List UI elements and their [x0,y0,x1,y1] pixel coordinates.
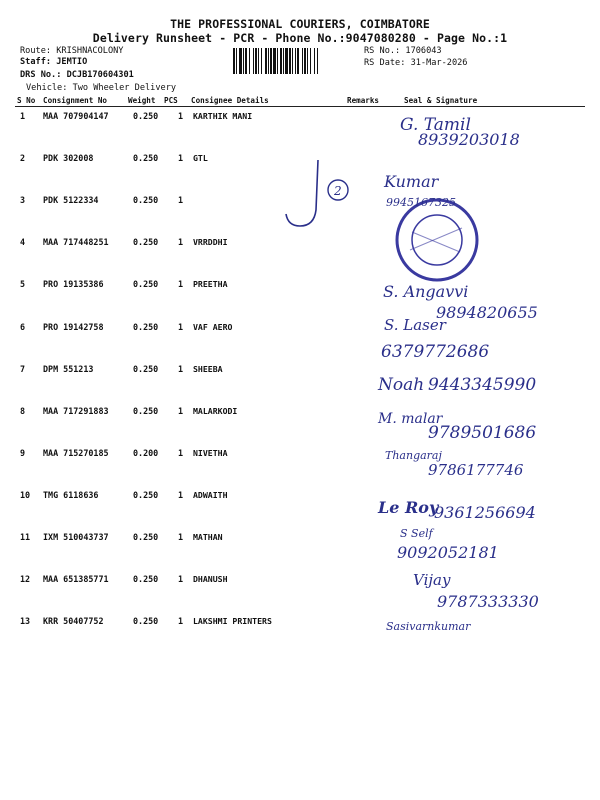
annotation-circle [328,180,348,200]
row-consignment: PDK 5122334 [43,195,99,205]
company-title: THE PROFESSIONAL COURIERS, COIMBATORE [170,17,430,31]
row-weight: 0.250 [133,406,159,416]
row-consignment: DPM 551213 [43,364,94,374]
signature-6: M. malar [378,411,443,427]
signature-8: Le Roy [378,498,439,517]
row-sno: 12 [20,574,31,584]
signature-phone-9: 9092052181 [397,543,499,562]
row-consignee: GTL [193,153,208,163]
row-sno: 4 [20,237,26,247]
row-consignment: MAA 715270185 [43,448,109,458]
signature-3: S. Angavvi [383,282,469,301]
row-sno: 3 [20,195,26,205]
row-consignee: MATHAN [193,532,223,542]
row-pcs: 1 [178,279,184,289]
rs-number: RS No.: 1706043 [364,46,442,56]
signature-11: Sasivarnkumar [386,620,471,633]
row-consignment: MAA 651385771 [43,574,109,584]
rs-date: RS Date: 31-Mar-2026 [364,58,468,68]
col-pcs: PCS [164,96,178,105]
signature-10: Vijay [413,571,451,589]
staff-label: Staff: JEMTIO [20,57,88,67]
col-remarks: Remarks [347,96,380,105]
barcode [233,48,357,74]
col-sno: S No [17,96,36,105]
row-consignment: MAA 707904147 [43,111,109,121]
signature-phone-5: 9443345990 [428,375,537,395]
signature-7: Thangaraj [385,449,442,462]
row-pcs: 1 [178,364,184,374]
annotation-circled-number: 2 [334,184,342,198]
row-consignment: PRO 19135386 [43,279,104,289]
row-consignee: DHANUSH [193,574,228,584]
route-label: Route: KRISHNACOLONY [20,46,124,56]
signature-phone-3: 9894820655 [436,303,538,322]
row-consignee: VRRDDHI [193,237,228,247]
row-sno: 1 [20,111,26,121]
row-sno: 13 [20,616,31,626]
row-consignment: MAA 717448251 [43,237,109,247]
signature-5: Noah [378,375,425,395]
row-weight: 0.250 [133,195,159,205]
header-rule [15,106,585,107]
signature-phone-4: 6379772686 [381,342,490,362]
row-weight: 0.250 [133,364,159,374]
runsheet-title: Delivery Runsheet - PCR - Phone No.:9047080280 - Page No.:1 [92,31,508,45]
col-seal: Seal & Signature [404,96,478,105]
annotation-j-mark [286,160,318,226]
row-pcs: 1 [178,490,184,500]
row-pcs: 1 [178,616,184,626]
row-pcs: 1 [178,532,184,542]
signature-phone-10: 9787333330 [437,592,539,611]
row-sno: 11 [20,532,31,542]
signature-4: S. Laser [384,316,446,334]
signature-2: Kumar [384,172,439,191]
row-sno: 2 [20,153,26,163]
row-consignee: LAKSHMI PRINTERS [193,616,272,626]
row-pcs: 1 [178,448,184,458]
row-consignee: VAF AERO [193,322,233,332]
row-consignee: SHEEBA [193,364,223,374]
row-weight: 0.200 [133,448,159,458]
row-consignment: PDK 302008 [43,153,94,163]
row-consignee: ADWAITH [193,490,228,500]
signature-phone-1: 8939203018 [418,130,520,149]
row-weight: 0.250 [133,322,159,332]
row-pcs: 1 [178,237,184,247]
row-sno: 9 [20,448,26,458]
row-consignment: PRO 19142758 [43,322,104,332]
row-weight: 0.250 [133,153,159,163]
vehicle-label: Vehicle: Two Wheeler Delivery [26,83,177,93]
row-pcs: 1 [178,406,184,416]
row-sno: 5 [20,279,26,289]
row-weight: 0.250 [133,616,159,626]
row-sno: 7 [20,364,26,374]
row-consignee: PREETHA [193,279,228,289]
row-weight: 0.250 [133,279,159,289]
signature-phone-2: 9945167325 [386,196,456,209]
col-weight: Weight [128,96,156,105]
row-pcs: 1 [178,322,184,332]
row-weight: 0.250 [133,532,159,542]
drs-label: DRS No.: DCJB170604301 [20,70,134,80]
row-weight: 0.250 [133,111,159,121]
row-pcs: 1 [178,153,184,163]
row-sno: 8 [20,406,26,416]
row-pcs: 1 [178,195,184,205]
row-pcs: 1 [178,111,184,121]
row-consignment: KRR 50407752 [43,616,104,626]
row-consignment: IXM 510043737 [43,532,109,542]
row-consignee: MALARKODI [193,406,238,416]
signature-phone-8: 9361256694 [434,503,536,522]
col-consignee: Consignee Details [191,96,269,105]
row-weight: 0.250 [133,574,159,584]
signature-phone-7: 9786177746 [428,461,524,479]
signature-1: G. Tamil [400,115,471,135]
company-stamp [397,200,477,280]
row-consignment: MAA 717291883 [43,406,109,416]
row-weight: 0.250 [133,490,159,500]
row-sno: 6 [20,322,26,332]
signature-phone-6: 9789501686 [428,423,537,443]
row-consignee: NIVETHA [193,448,228,458]
row-consignment: TMG 6118636 [43,490,99,500]
row-pcs: 1 [178,574,184,584]
row-weight: 0.250 [133,237,159,247]
signature-9: S Self [400,527,433,540]
col-consignment: Consignment No [43,96,108,105]
row-consignee: KARTHIK MANI [193,111,253,121]
row-sno: 10 [20,490,31,500]
